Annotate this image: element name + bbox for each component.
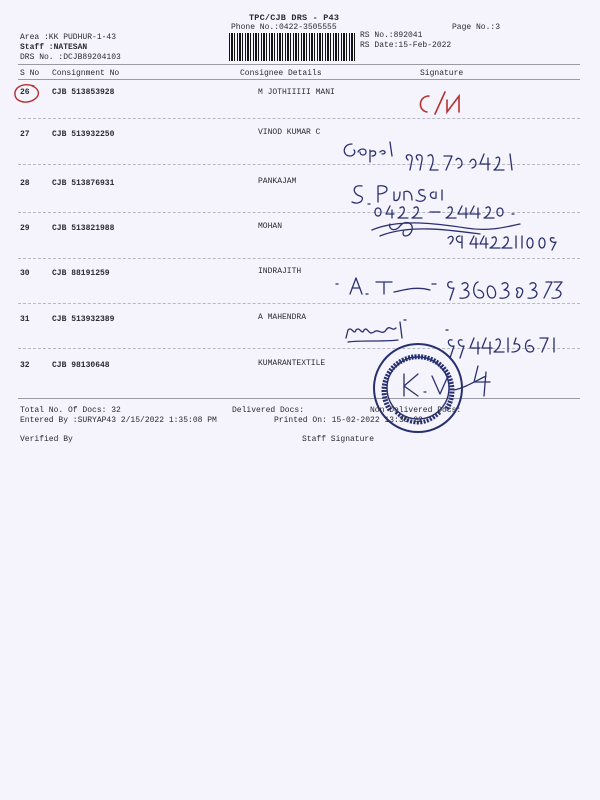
staff-label: Staff :NATESAN <box>20 43 88 52</box>
row-sno: 31 <box>20 315 30 324</box>
phone-number: Phone No.:0422-3505555 <box>231 23 337 32</box>
row-consignment: CJB 513932389 <box>52 315 115 324</box>
barcode-image <box>229 33 355 61</box>
rs-number: RS No.:892041 <box>360 31 423 40</box>
delivered-docs: Delivered Docs: <box>232 406 305 415</box>
row-sno: 27 <box>20 130 30 139</box>
page-number: Page No.:3 <box>452 23 501 32</box>
col-header-consignee: Consignee Details <box>240 69 322 78</box>
red-circle-mark <box>12 82 42 106</box>
row-consignment: CJB 513876931 <box>52 179 115 188</box>
entered-by: Entered By :SURYAP43 2/15/2022 1:35:08 PM <box>20 416 217 425</box>
verified-by: Verified By <box>20 435 73 444</box>
total-docs: Total No. Of Docs: 32 <box>20 406 121 415</box>
header-rule-bottom <box>18 79 580 80</box>
row-sno: 29 <box>20 224 30 233</box>
area-label: Area :KK PUDHUR-1-43 <box>20 33 117 42</box>
row-consignee: VINOD KUMAR C <box>258 128 321 137</box>
row-consignment: CJB 98130648 <box>52 361 110 370</box>
signature-mohan <box>370 216 582 252</box>
non-delivered-docs: Non Delivered Docs: <box>370 406 462 415</box>
row-sno: 30 <box>20 269 30 278</box>
row-consignee: A MAHENDRA <box>258 313 307 322</box>
row-consignment: CJB 88191259 <box>52 269 110 278</box>
row-sno: 28 <box>20 179 30 188</box>
row-consignment: CJB 513821988 <box>52 224 115 233</box>
row-consignment: CJB 513932250 <box>52 130 115 139</box>
signature-gopal <box>340 140 550 174</box>
signature-a-i <box>332 272 572 306</box>
header-rule-top <box>18 64 580 65</box>
col-header-signature: Signature <box>420 69 464 78</box>
row-consignee: PANKAJAM <box>258 177 297 186</box>
row-divider <box>18 258 580 259</box>
row-consignee: INDRAJITH <box>258 267 302 276</box>
row-sno: 26 <box>20 88 30 97</box>
printed-on: Printed On: 15-02-2022 13:35:22 <box>274 416 423 425</box>
row-consignee: M JOTHIIIII MANI <box>258 88 335 97</box>
row-sno: 32 <box>20 361 30 370</box>
document-title: TPC/CJB DRS - P43 <box>249 13 340 23</box>
rs-date: RS Date:15-Feb-2022 <box>360 41 452 50</box>
col-header-sno: S No <box>20 69 40 78</box>
row-divider <box>18 118 580 119</box>
signature-pun-sai <box>348 182 558 218</box>
col-header-consignment: Consignment No <box>52 69 120 78</box>
row-consignee: MOHAN <box>258 222 283 231</box>
staff-signature: Staff Signature <box>302 435 375 444</box>
signature-cn <box>415 90 465 120</box>
row-consignee: KUMARANTEXTILE <box>258 359 326 368</box>
row-consignment: CJB 513853928 <box>52 88 115 97</box>
signature-kv <box>394 362 504 406</box>
drs-number: DRS No. :DCJB89204103 <box>20 53 121 62</box>
